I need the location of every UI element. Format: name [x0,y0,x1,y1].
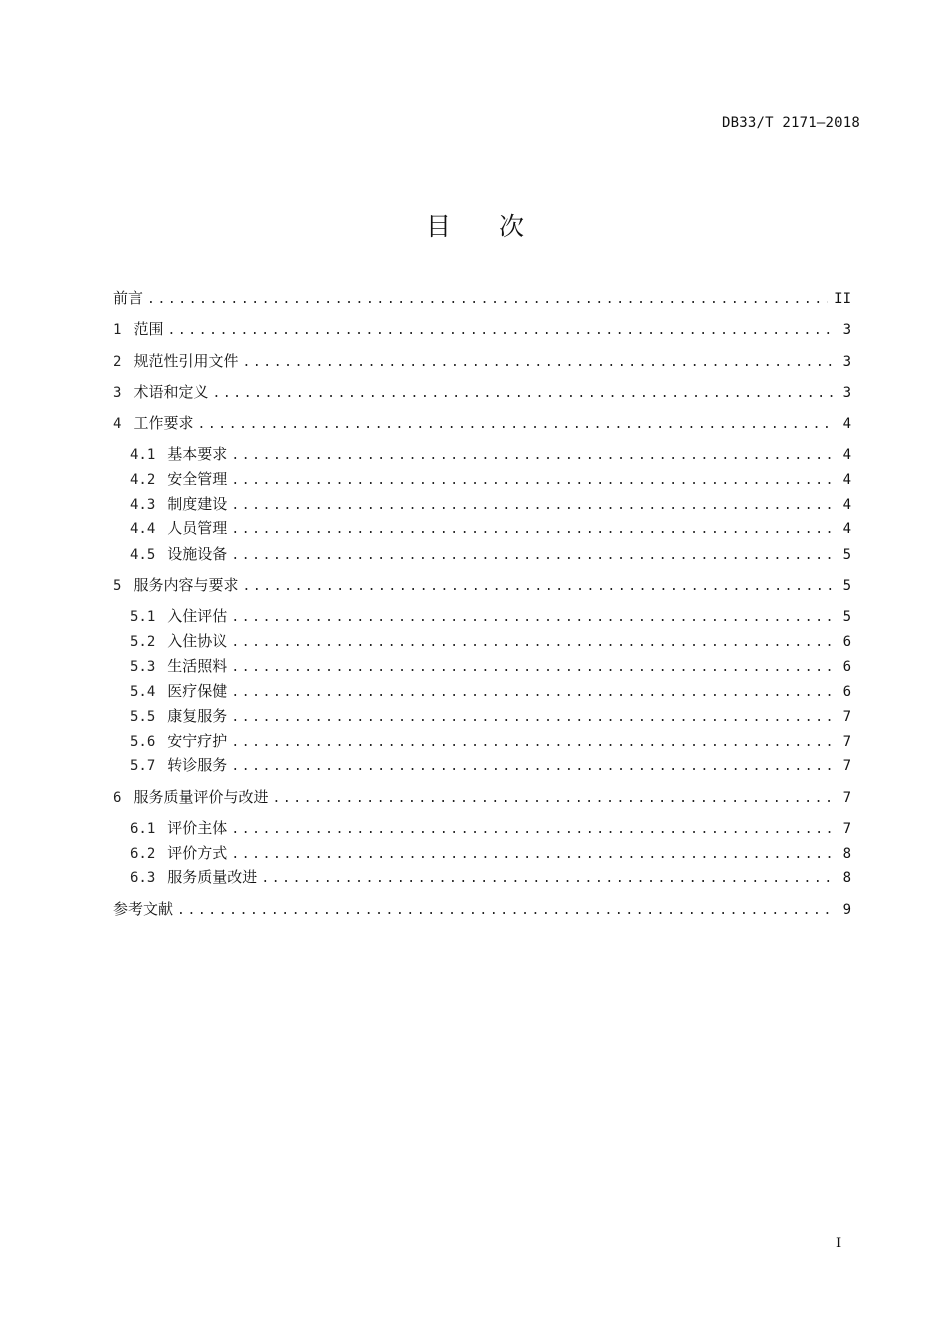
toc-entry-label: 服务质量改进 [167,868,258,886]
toc-entry-page: 8 [842,870,851,886]
toc-entry-page: 7 [842,709,851,725]
toc-entry[interactable] [130,755,851,775]
toc-entry-page: 8 [842,846,851,862]
toc-entry-page: 4 [842,447,851,463]
toc-entry[interactable] [130,867,851,887]
toc-entry[interactable] [130,544,851,564]
toc-entry[interactable] [130,631,851,651]
toc-leader-dots [231,757,835,777]
toc-entry-page: 4 [842,497,851,513]
toc-entry-label: 范围 [133,320,164,338]
toc-entry-page: 6 [842,659,851,675]
toc-entry-page: 7 [842,821,851,837]
toc-leader-dots [147,290,828,310]
toc-entry-page: 5 [842,609,851,625]
toc-entry-label: 规范性引用文件 [133,352,239,370]
toc-entry[interactable] [113,413,851,433]
toc-entry-page: 3 [842,385,851,401]
toc-leader-dots [231,820,835,840]
toc-entry-page: II [834,291,851,307]
toc-entry-number: 1 [113,322,122,338]
toc-entry[interactable] [113,899,851,919]
toc-entry-number: 4.4 [130,521,156,537]
toc-entry-label: 参考文献 [113,900,174,918]
toc-entry[interactable] [130,681,851,701]
toc-entry-label: 评价方式 [167,844,228,862]
toc-entry-number: 3 [113,385,122,401]
toc-leader-dots [197,415,835,435]
toc-leader-dots [231,496,835,516]
toc-leader-dots [231,633,835,653]
toc-entry-number: 6.1 [130,821,156,837]
toc-entry-page: 3 [842,322,851,338]
toc-entry[interactable] [130,843,851,863]
toc-entry-label: 医疗保健 [167,682,228,700]
toc-entry-label: 康复服务 [167,707,228,725]
page-title-char-1: 目 [425,212,451,241]
toc-entry[interactable] [113,382,851,402]
toc-entry-number: 5.5 [130,709,156,725]
toc-entry-label: 术语和定义 [133,383,209,401]
toc-entry-page: 4 [842,521,851,537]
toc-entry-label: 入住协议 [167,632,228,650]
toc-entry-label: 转诊服务 [167,756,228,774]
toc-entry-number: 5.7 [130,758,156,774]
toc-entry-page: 4 [842,416,851,432]
page-number: I [836,1236,842,1251]
toc-entry-label: 前言 [113,289,144,307]
toc-entry-page: 3 [842,354,851,370]
toc-leader-dots [272,789,835,809]
toc-entry-number: 4.3 [130,497,156,513]
toc-entry[interactable] [113,288,851,308]
toc-entry-number: 2 [113,354,122,370]
toc-entry-label: 工作要求 [133,414,194,432]
toc-entry-number: 6.2 [130,846,156,862]
toc-entry-page: 9 [842,902,851,918]
toc-leader-dots [231,708,835,728]
toc-entry-page: 6 [842,634,851,650]
toc-entry-number: 5.2 [130,634,156,650]
toc-entry[interactable] [130,469,851,489]
toc-entry[interactable] [113,787,851,807]
toc-leader-dots [231,683,835,703]
toc-entry-page: 5 [842,578,851,594]
toc-entry[interactable] [130,518,851,538]
toc-entry-number: 5.6 [130,734,156,750]
toc-leader-dots [212,384,835,404]
toc-entry-label: 服务内容与要求 [133,576,239,594]
toc-entry-page: 7 [842,790,851,806]
toc-entry-page: 6 [842,684,851,700]
page-title-char-2: 次 [499,212,525,241]
toc-entry-number: 4.2 [130,472,156,488]
toc-entry-page: 7 [842,734,851,750]
toc-leader-dots [231,471,835,491]
toc-leader-dots [231,546,835,566]
toc-entry-number: 5.4 [130,684,156,700]
toc-entry[interactable] [130,731,851,751]
toc-entry-page: 5 [842,547,851,563]
toc-leader-dots [177,901,835,921]
toc-entry-label: 生活照料 [167,657,228,675]
toc-entry-number: 6.3 [130,870,156,886]
toc-entry[interactable] [113,319,851,339]
toc-entry-label: 服务质量评价与改进 [133,788,269,806]
toc-entry-label: 人员管理 [167,519,228,537]
toc-leader-dots [231,446,835,466]
toc-leader-dots [231,733,835,753]
toc-entry-page: 7 [842,758,851,774]
page-title [0,207,950,243]
toc-entry-number: 6 [113,790,122,806]
toc-entry[interactable] [130,444,851,464]
toc-leader-dots [261,869,835,889]
toc-entry[interactable] [130,494,851,514]
toc-entry-label: 安宁疗护 [167,732,228,750]
toc-leader-dots [231,658,835,678]
document-code: DB33/T 2171—2018 [721,115,860,131]
toc-leader-dots [231,520,835,540]
toc-entry-label: 制度建设 [167,495,228,513]
toc-leader-dots [231,845,835,865]
toc-entry[interactable] [113,575,851,595]
toc-entry-number: 5.3 [130,659,156,675]
toc-entry-label: 评价主体 [167,819,228,837]
toc-entry-label: 基本要求 [167,445,228,463]
toc-leader-dots [167,321,835,341]
toc-entry-number: 5 [113,578,122,594]
toc-entry-label: 安全管理 [167,470,228,488]
toc-entry[interactable] [130,706,851,726]
toc-entry-number: 5.1 [130,609,156,625]
toc-leader-dots [242,353,835,373]
toc-entry[interactable] [130,606,851,626]
toc-entry-label: 入住评估 [167,607,228,625]
toc-entry-number: 4.1 [130,447,156,463]
toc-leader-dots [242,577,835,597]
toc-entry-page: 4 [842,472,851,488]
toc-entry[interactable] [130,818,851,838]
toc-entry[interactable] [130,656,851,676]
toc-entry-label: 设施设备 [167,545,228,563]
toc-entry-number: 4 [113,416,122,432]
toc-entry[interactable] [113,351,851,371]
toc-leader-dots [231,608,835,628]
toc-entry-number: 4.5 [130,547,156,563]
